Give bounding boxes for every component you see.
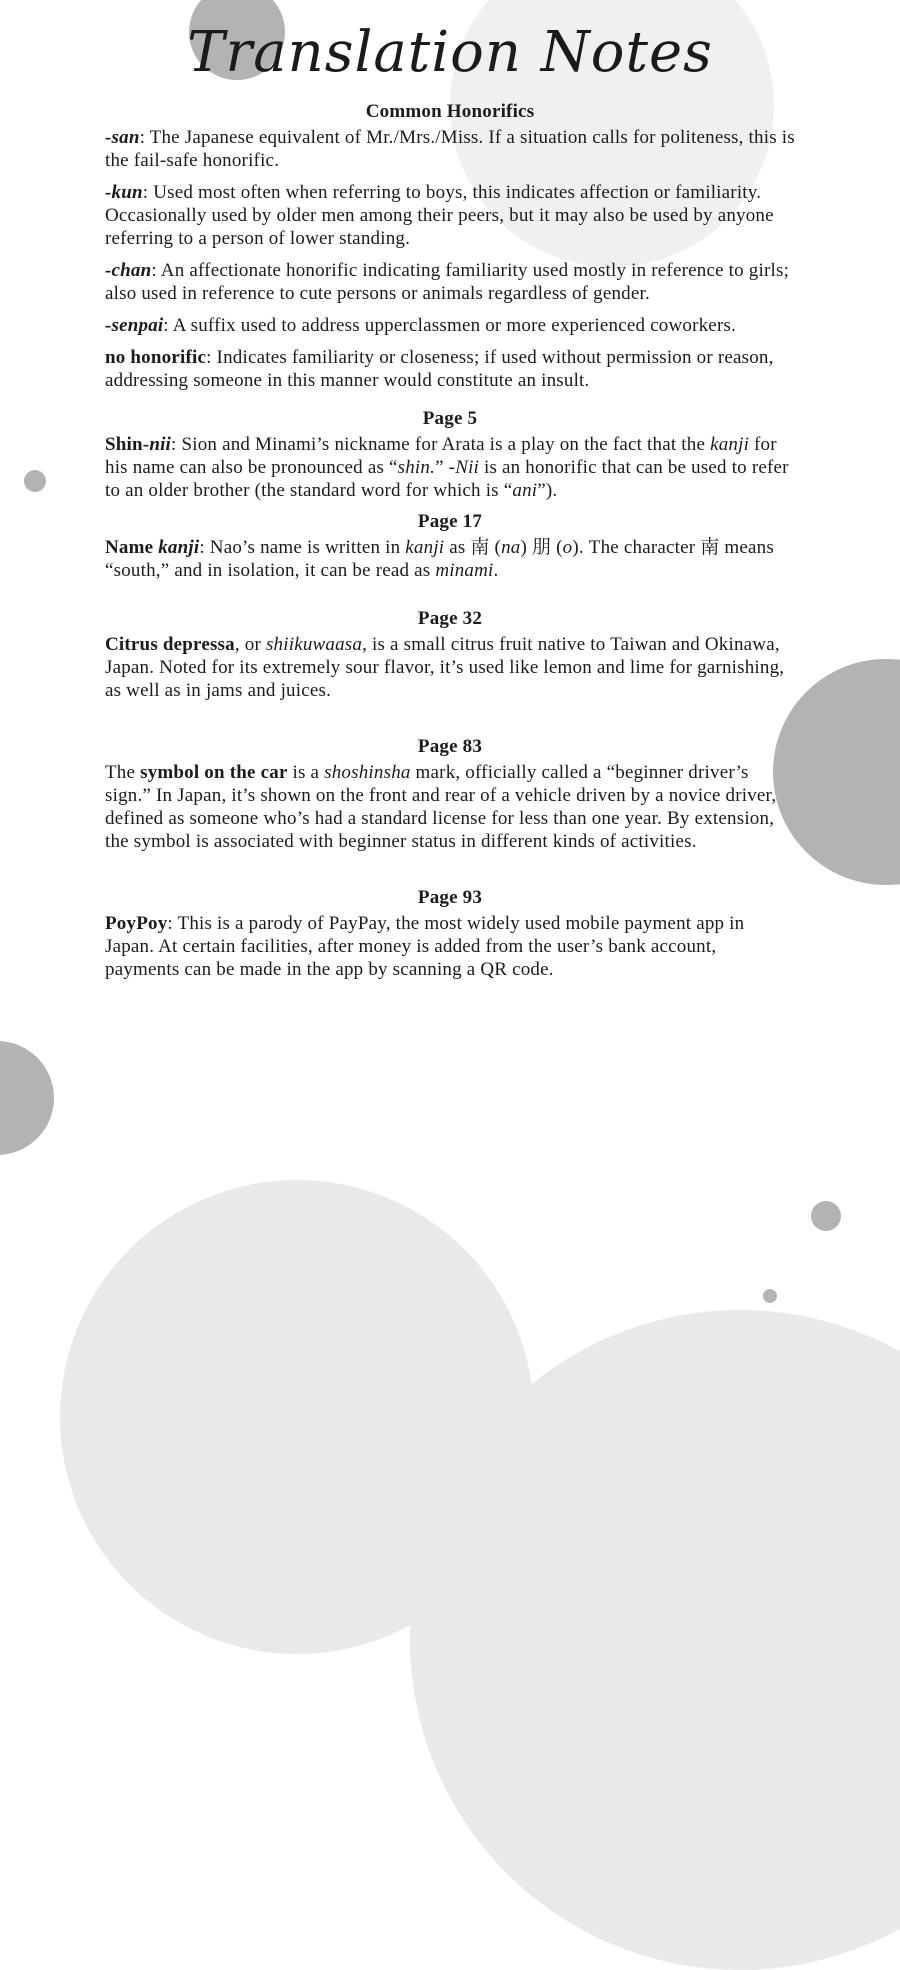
text-segment: -Nii — [448, 457, 480, 478]
text-segment: kanji — [158, 537, 200, 558]
section-page-32 — [105, 608, 795, 702]
text-segment: shiikuwaasa — [265, 634, 363, 655]
decor-circle-tiny-right — [763, 1289, 777, 1303]
text-segment: kanji — [710, 434, 750, 455]
text-segment: , or — [234, 634, 266, 655]
text-segment: o — [562, 537, 573, 558]
text-segment: : A suffix used to address upperclassmen or more experienced coworkers. — [163, 315, 737, 336]
text-segment: Shin- — [105, 434, 150, 455]
paragraph — [105, 346, 795, 392]
text-segment: for his name can also be pronounced as “ — [105, 434, 777, 478]
paragraph — [105, 536, 795, 582]
text-segment: -chan — [105, 260, 152, 281]
text-segment: -kun — [105, 182, 143, 203]
text-segment: , is a small citrus fruit native to Taiwan and Okinawa, Japan. Noted for its extremely sour flavor, it’s used like lemon and lime for garnishing, as well as in jams and juices. — [105, 634, 785, 701]
decor-circle-dot-right — [811, 1201, 841, 1231]
text-segment: : Nao’s name is written in — [199, 537, 406, 558]
text-segment: ” — [435, 457, 449, 478]
text-segment: is an honorific that can be used to refer to an older brother (the standard word for which is “ — [105, 457, 789, 501]
text-segment: . — [493, 560, 499, 581]
section-heading: Page 5 — [422, 408, 478, 429]
section-page-17 — [105, 511, 795, 582]
text-segment: ”). — [537, 480, 558, 501]
text-segment: : An affectionate honorific indicating familiarity used mostly in reference to girls; also used in reference to cute persons or animals regardless of gender. — [105, 260, 790, 304]
text-segment: is a — [287, 762, 325, 783]
section-heading: Page 17 — [417, 511, 483, 532]
paragraph — [105, 761, 795, 853]
text-segment: : This is a parody of PayPay, the most widely used mobile payment app in Japan. At certain facilities, after money is added from the user’s bank account, payments can be made in the app by scanning a QR code. — [105, 913, 745, 980]
sections — [105, 101, 795, 981]
section-page-93 — [105, 887, 795, 981]
text-segment: symbol on the car — [140, 762, 288, 783]
text-segment: : Indicates familiarity or closeness; if used without permission or reason, addressing someone in this manner would constitute an insult. — [105, 347, 774, 391]
text-segment: no honorific — [105, 347, 207, 368]
paragraph — [105, 259, 795, 305]
paragraph — [105, 633, 795, 702]
text-segment: na — [501, 537, 521, 558]
text-segment: The — [105, 762, 141, 783]
section-heading: Common Honorifics — [365, 101, 535, 122]
text-segment: kanji — [405, 537, 445, 558]
text-segment: shoshinsha — [324, 762, 411, 783]
text-segment: PoyPoy — [105, 913, 168, 934]
section-heading: Page 93 — [417, 887, 483, 908]
text-segment: minami — [435, 560, 494, 581]
text-segment: ani — [512, 480, 538, 501]
text-segment: mark, officially called a “beginner driver’s sign.” In Japan, it’s shown on the front and rear of a vehicle driven by a novice driver, defined as someone who’s had a standard license for less than one year. By extension, the symbol is associated with beginner status in different kinds of activities. — [105, 762, 777, 852]
section-page-5 — [105, 408, 795, 502]
paragraph — [105, 433, 795, 502]
section-heading: Page 32 — [417, 608, 483, 629]
paragraph — [105, 912, 795, 981]
text-segment: ). The character 南 means “south,” and in isolation, it can be read as — [105, 537, 774, 581]
text-segment: : Used most often when referring to boys, this indicates affection or familiarity. Occasionally used by older men among their peers, but it may also be used by anyone referring to a person of lower standing. — [105, 182, 774, 249]
text-segment: -san — [105, 127, 140, 148]
text-segment: Name — [105, 537, 159, 558]
page-title: Translation Notes — [187, 20, 713, 85]
translation-notes-page — [0, 20, 900, 981]
text-segment: as 南 ( — [444, 537, 502, 558]
text-segment: ) 朋 ( — [520, 537, 563, 558]
decor-circle-left-bottom — [0, 1041, 54, 1155]
text-segment: nii — [149, 434, 172, 455]
section-heading: Page 83 — [417, 736, 483, 757]
paragraph — [105, 126, 795, 172]
section-page-83 — [105, 736, 795, 853]
text-segment: Citrus depressa — [105, 634, 235, 655]
paragraph — [105, 314, 795, 337]
text-segment: shin. — [397, 457, 436, 478]
text-segment: : Sion and Minami’s nickname for Arata is a play on the fact that the — [171, 434, 711, 455]
text-segment: -senpai — [105, 315, 164, 336]
text-segment: : The Japanese equivalent of Mr./Mrs./Miss. If a situation calls for politeness, this is the fail-safe honorific. — [105, 127, 795, 171]
paragraph — [105, 181, 795, 250]
section-common-honorifics — [105, 101, 795, 392]
